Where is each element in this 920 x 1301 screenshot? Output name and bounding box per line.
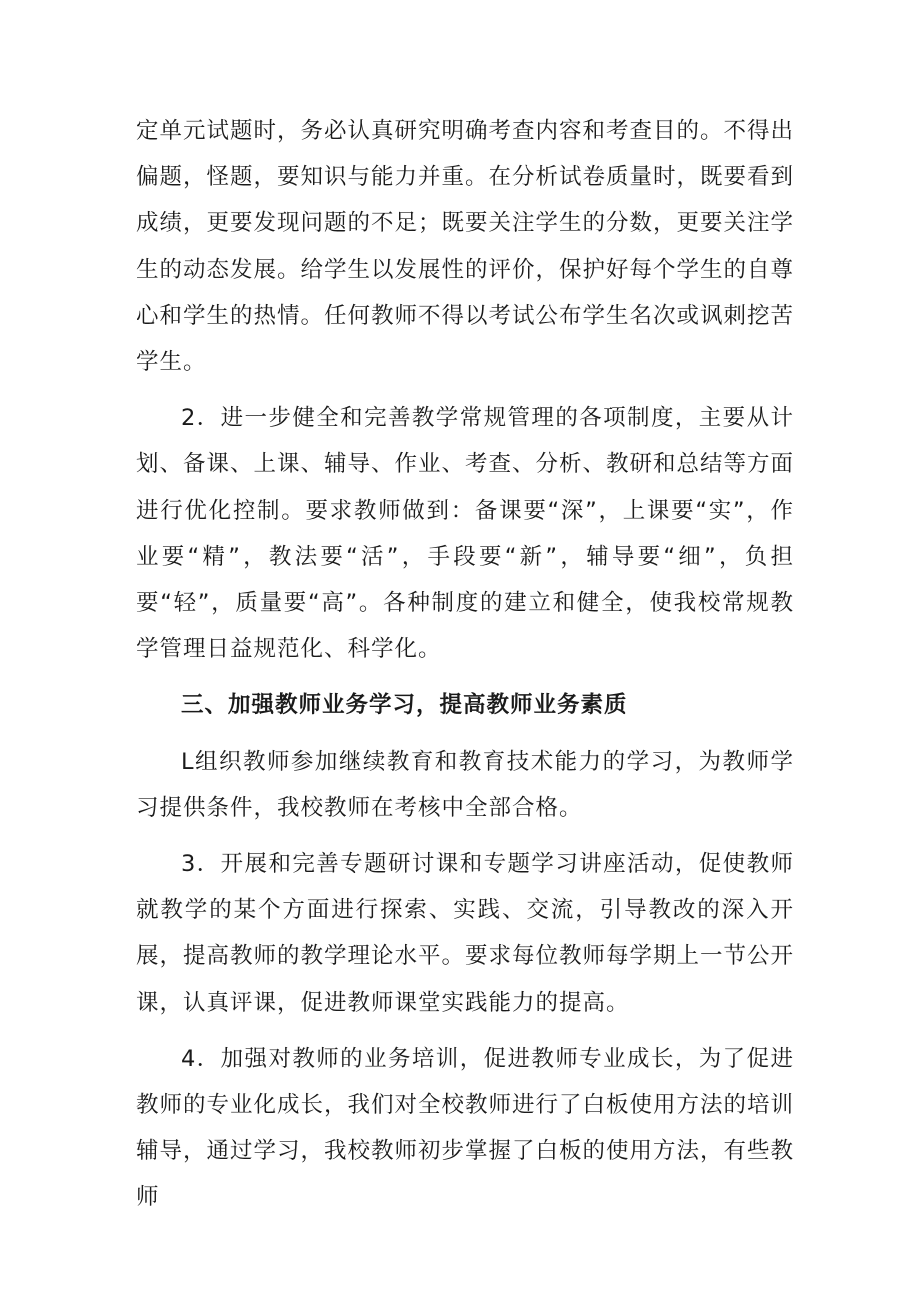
paragraph-continuation: 定单元试题时，务必认真研究明确考查内容和考查目的。不得出偏题，怪题，要知识与能力并重。在分析试卷质量时，既要看到成绩，更要发现问题的不足；既要关注学生的分数，更要关注学生的动态发展。给学生以发展性的评价，保护好每个学生的自尊心和学生的热情。任何教师不得以考试公布学生名次或讽刺挖苦学生。 — [136, 118, 795, 376]
section-heading-3: 三、加强教师业务学习，提高教师业务素质 — [181, 692, 628, 719]
paragraph-item-3: 3．开展和完善专题研讨课和专题学习讲座活动，促使教师就教学的某个方面进行探索、实践、交流，引导教改的深入开展，提高教师的教学理论水平。要求每位教师每学期上一节公开课，认真评课，促进教师课堂实践能力的提高。 — [136, 851, 795, 1016]
document-body — [136, 108, 794, 1221]
paragraph-item-L: L组织教师参加继续教育和教育技术能力的学习，为教师学习提供条件，我校教师在考核中全部合格。 — [136, 748, 794, 821]
paragraph-item-2: 2．进一步健全和完善教学常规管理的各项制度，主要从计划、备课、上课、辅导、作业、考查、分析、教研和总结等方面进行优化控制。要求教师做到：备课要“深”，上课要“实”，作业要“精”，教法要“活”，手段要“新”，辅导要“细”，负担要“轻”，质量要“高”。各种制度的建立和健全，使我校常规教学管理日益规范化、科学化。 — [136, 405, 795, 663]
paragraph-item-4: 4．加强对教师的业务培训，促进教师专业成长，为了促进教师的专业化成长，我们对全校教师进行了白板使用方法的培训辅导，通过学习，我校教师初步掌握了白板的使用方法，有些教师 — [136, 1045, 795, 1211]
